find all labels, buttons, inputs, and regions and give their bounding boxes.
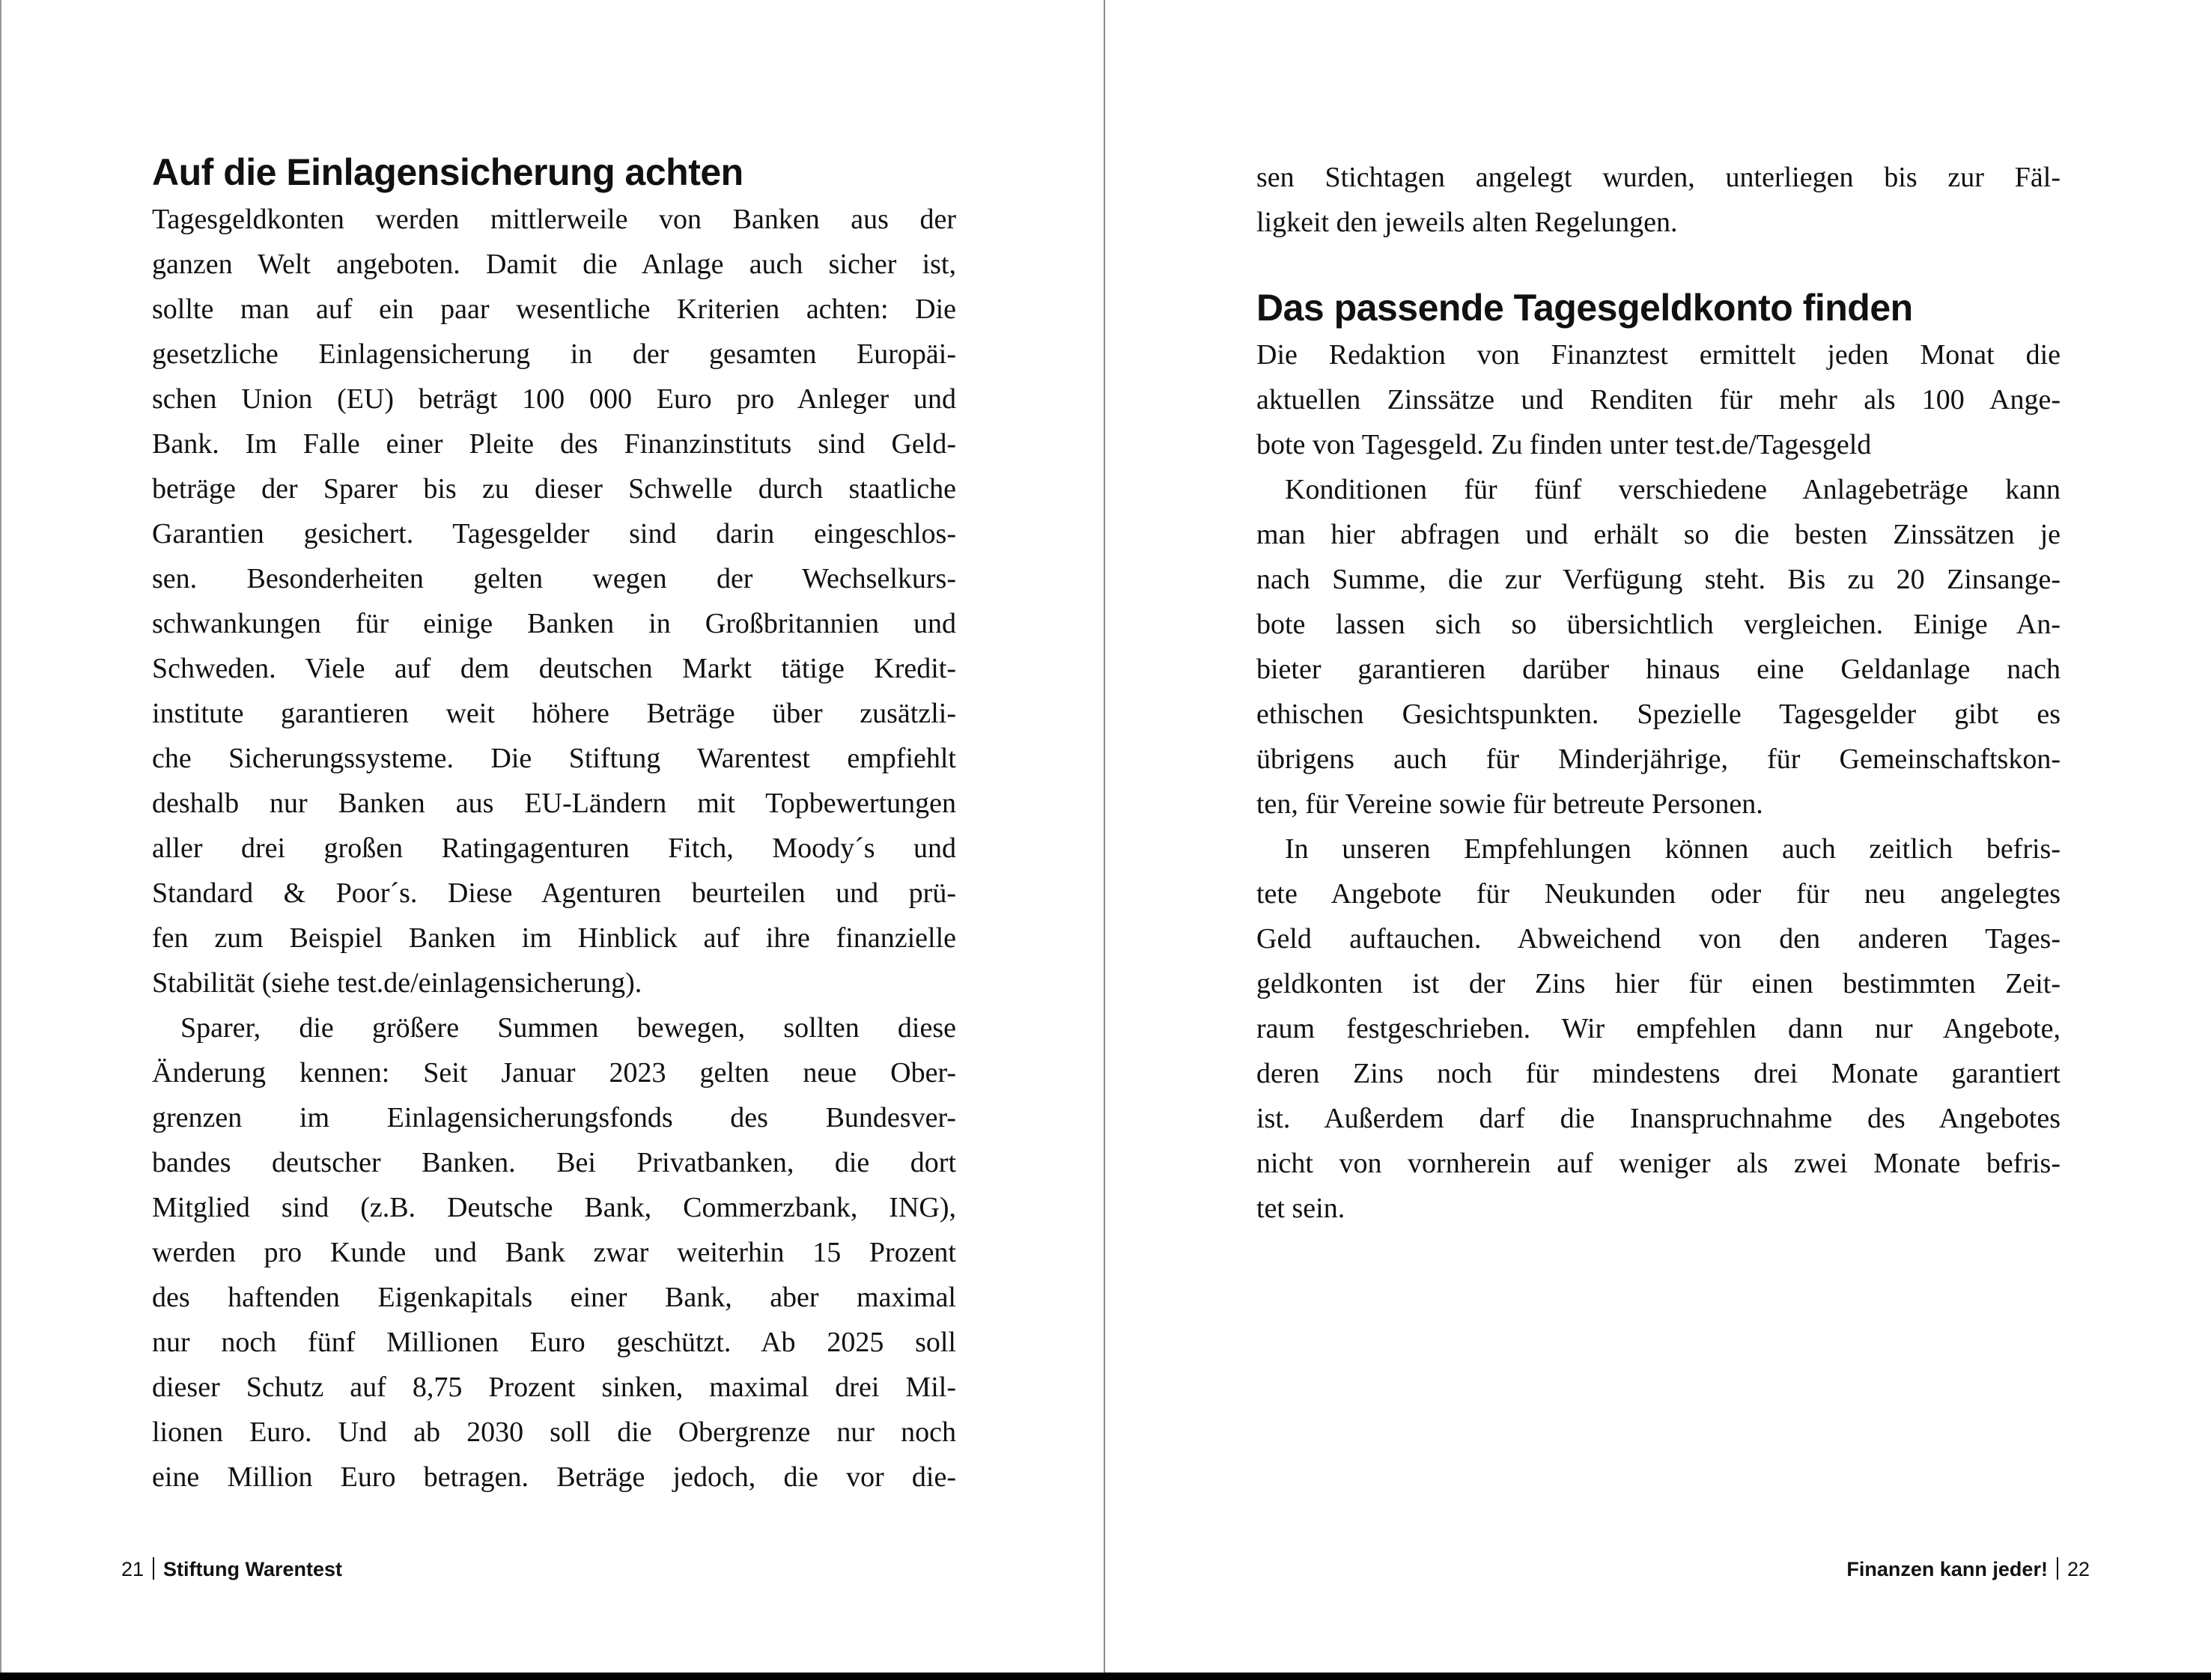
text-line: sen. Besonderheiten gelten wegen der Wechselkurs- bbox=[152, 563, 956, 594]
section-heading: Das passende Tagesgeldkonto finden bbox=[1256, 287, 1913, 329]
text-line: Mitglied sind (z.B. Deutsche Bank, Commerzbank, ING), bbox=[152, 1192, 956, 1223]
paragraph bbox=[1256, 155, 2061, 245]
text-line: man hier abfragen und erhält so die besten Zinssätzen je bbox=[1256, 519, 2061, 550]
paragraphs bbox=[1256, 332, 2061, 1231]
text-line: Änderung kennen: Seit Januar 2023 gelten neue Ober- bbox=[152, 1057, 956, 1089]
text-line: schwankungen für einige Banken in Großbritannien und bbox=[152, 608, 956, 639]
text-line: schen Union (EU) beträgt 100 000 Euro pro Anleger und bbox=[152, 383, 956, 415]
text-line: sollte man auf ein paar wesentliche Kriterien achten: Die bbox=[152, 293, 956, 325]
text-line: Tagesgeldkonten werden mittlerweile von Banken aus der bbox=[152, 204, 956, 235]
text-line: aktuellen Zinssätze und Renditen für mehr als 100 Ange- bbox=[1256, 384, 2061, 416]
text-line: sen Stichtagen angelegt wurden, unterliegen bis zur Fäl- bbox=[1256, 162, 2061, 193]
bottom-edge bbox=[0, 1673, 2211, 1680]
page-number: 21 bbox=[121, 1558, 145, 1580]
text-line: deshalb nur Banken aus EU-Ländern mit Topbewertungen bbox=[152, 788, 956, 819]
paragraphs bbox=[152, 197, 956, 1500]
text-line: beträge der Sparer bis zu dieser Schwelle durch staatliche bbox=[152, 473, 956, 505]
text-line: Garantien gesichert. Tagesgelder sind darin eingeschlos- bbox=[152, 518, 956, 550]
text-line: ganzen Welt angeboten. Damit die Anlage auch sicher ist, bbox=[152, 249, 956, 280]
text-line: ligkeit den jeweils alten Regelungen. bbox=[1256, 207, 1678, 238]
text-line: raum festgeschrieben. Wir empfehlen dann nur Angebote, bbox=[1256, 1013, 2061, 1044]
text-line: deren Zins noch für mindestens drei Monate garantiert bbox=[1256, 1058, 2061, 1089]
text-line: grenzen im Einlagensicherungsfonds des Bundesver- bbox=[152, 1102, 956, 1133]
text-line: Standard & Poor´s. Diese Agenturen beurteilen und prü- bbox=[152, 877, 956, 909]
text-line: eine Million Euro betragen. Beträge jedoch, die vor die- bbox=[152, 1461, 956, 1493]
paragraph bbox=[152, 197, 956, 1005]
paragraph bbox=[1256, 332, 2061, 467]
text-line: In unseren Empfehlungen können auch zeitlich befris- bbox=[1285, 833, 2061, 865]
text-line: des haftenden Eigenkapitals einer Bank, aber maximal bbox=[152, 1282, 956, 1313]
footer-separator bbox=[153, 1557, 154, 1580]
text-line: nicht von vornherein auf weniger als zwei Monate befris- bbox=[1256, 1148, 2061, 1179]
text-line: Sparer, die größere Summen bewegen, sollten diese bbox=[180, 1012, 956, 1044]
text-line: nach Summe, die zur Verfügung steht. Bis zu 20 Zinsange- bbox=[1256, 564, 2061, 595]
text-line: che Sicherungssysteme. Die Stiftung Warentest empfiehlt bbox=[152, 743, 956, 774]
text-line: werden pro Kunde und Bank zwar weiterhin 15 Prozent bbox=[152, 1237, 956, 1268]
text-line: bote von Tagesgeld. Zu finden unter test.de/Tagesgeld bbox=[1256, 429, 1872, 460]
text-line: ist. Außerdem darf die Inanspruchnahme des Angebotes bbox=[1256, 1103, 2061, 1134]
text-line: nur noch fünf Millionen Euro geschützt. Ab 2025 soll bbox=[152, 1327, 956, 1358]
text-line: Geld auftauchen. Abweichend von den anderen Tages- bbox=[1256, 923, 2061, 955]
page-footer-right bbox=[1846, 1554, 2090, 1584]
text-line: Schweden. Viele auf dem deutschen Markt tätige Kredit- bbox=[152, 653, 956, 684]
footer-separator bbox=[2057, 1557, 2058, 1580]
right-page bbox=[1105, 0, 2211, 1673]
text-line: ethischen Gesichtspunkten. Spezielle Tagesgelder gibt es bbox=[1256, 699, 2061, 730]
page-footer-left bbox=[121, 1554, 342, 1584]
paragraph bbox=[1256, 827, 2061, 1231]
text-line: institute garantieren weit höhere Beträge über zusätzli- bbox=[152, 698, 956, 729]
text-line: fen zum Beispiel Banken im Hinblick auf ihre finanzielle bbox=[152, 922, 956, 954]
section-heading: Auf die Einlagensicherung achten bbox=[152, 151, 743, 193]
text-line: Stabilität (siehe test.de/einlagensicherung). bbox=[152, 967, 642, 999]
left-text-column bbox=[152, 147, 956, 1500]
continued-paragraph bbox=[1256, 155, 2061, 245]
text-line: aller drei großen Ratingagenturen Fitch, Moody´s und bbox=[152, 833, 956, 864]
footer-title: Stiftung Warentest bbox=[163, 1558, 343, 1580]
paragraph bbox=[1256, 467, 2061, 827]
footer-title: Finanzen kann jeder! bbox=[1846, 1558, 2048, 1580]
text-line: bandes deutscher Banken. Bei Privatbanken, die dort bbox=[152, 1147, 956, 1178]
right-text-column bbox=[1256, 155, 2061, 1231]
text-line: ten, für Vereine sowie für betreute Personen. bbox=[1256, 788, 1763, 820]
text-line: übrigens auch für Minderjährige, für Gemeinschaftskon- bbox=[1256, 743, 2061, 775]
text-line: Konditionen für fünf verschiedene Anlagebeträge kann bbox=[1285, 474, 2061, 505]
page-number: 22 bbox=[2066, 1558, 2090, 1580]
text-line: Bank. Im Falle einer Pleite des Finanzinstituts sind Geld- bbox=[152, 428, 956, 460]
paragraph bbox=[152, 1005, 956, 1500]
text-line: lionen Euro. Und ab 2030 soll die Obergrenze nur noch bbox=[152, 1416, 956, 1448]
text-line: bote lassen sich so übersichtlich vergleichen. Einige An- bbox=[1256, 609, 2061, 640]
text-line: geldkonten ist der Zins hier für einen bestimmten Zeit- bbox=[1256, 968, 2061, 999]
text-line: Die Redaktion von Finanztest ermittelt jeden Monat die bbox=[1256, 339, 2061, 371]
text-line: bieter garantieren darüber hinaus eine Geldanlage nach bbox=[1256, 654, 2061, 685]
text-line: tet sein. bbox=[1256, 1193, 1345, 1224]
left-page bbox=[0, 0, 1106, 1673]
text-line: dieser Schutz auf 8,75 Prozent sinken, maximal drei Mil- bbox=[152, 1372, 956, 1403]
text-line: gesetzliche Einlagensicherung in der gesamten Europäi- bbox=[152, 338, 956, 370]
text-line: tete Angebote für Neukunden oder für neu angelegtes bbox=[1256, 878, 2061, 910]
